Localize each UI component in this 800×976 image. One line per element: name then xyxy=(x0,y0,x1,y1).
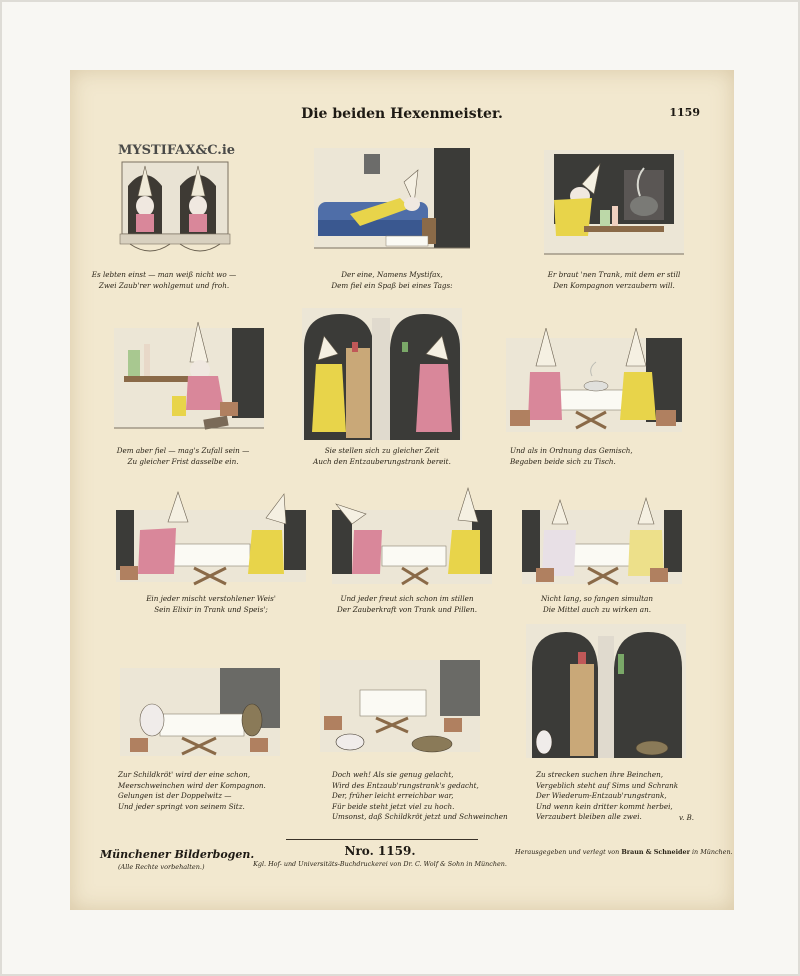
page-number: 1159 xyxy=(669,106,700,119)
caption-line: Dem aber fiel — mag's Zufall sein — xyxy=(116,446,250,455)
caption-line: Und als in Ordnung das Gemisch, xyxy=(510,446,633,455)
illustration-panel-10 xyxy=(120,668,280,762)
caption-line: Und wenn kein dritter kommt herbei, xyxy=(536,801,673,811)
illustration-panel-7 xyxy=(116,490,306,590)
caption-panel-4 xyxy=(98,446,268,467)
caption-line: Es lebten einst — man weiß nicht wo — xyxy=(91,270,237,279)
publisher-credit xyxy=(515,848,733,856)
caption-panel-10 xyxy=(118,770,288,812)
caption-line: Verzaubert bleiben alle zwei. xyxy=(536,812,642,821)
caption-panel-12 xyxy=(536,770,686,823)
footer-divider xyxy=(286,839,478,840)
caption-line: Und jeder springt von seinem Sitz. xyxy=(118,801,245,811)
caption-line: Den Kompagnon verzaubern will. xyxy=(553,280,675,290)
caption-line: Gelungen ist der Doppelwitz — xyxy=(118,791,232,800)
bilderbogen-sheet xyxy=(70,70,734,910)
caption-line: Der eine, Namens Mystifax, xyxy=(341,270,443,279)
caption-line: Sein Elixir in Trank und Speis'; xyxy=(154,604,268,614)
printer-credit: Kgl. Hof- und Universitäts-Buchdruckerei von Dr. C. Wolf & Sohn in München. xyxy=(253,860,507,868)
caption-line: Er braut 'nen Trank, mit dem er still xyxy=(547,270,681,279)
caption-line: Zur Schildkröt' wird der eine schon, xyxy=(118,770,251,779)
caption-panel-11 xyxy=(332,770,508,823)
caption-line: Zu strecken suchen ihre Beinchen, xyxy=(536,770,664,779)
caption-panel-8 xyxy=(322,594,492,615)
caption-line: Ein jeder mischt verstohlener Weis' xyxy=(146,594,276,603)
caption-line: Dem fiel ein Spaß bei eines Tags: xyxy=(331,280,453,290)
caption-line: Sie stellen sich zu gleicher Zeit xyxy=(324,446,440,455)
caption-panel-6 xyxy=(510,446,660,467)
publisher-suffix: in München. xyxy=(692,848,733,856)
caption-line: Umsonst, daß Schildkröt jetzt und Schweinchen xyxy=(332,812,508,821)
caption-line: Nicht lang, so fangen simultan xyxy=(541,594,653,603)
logo-lettering: MYSTIFAX&C.ie xyxy=(118,143,236,158)
illustration-panel-6 xyxy=(506,328,682,438)
publisher-prefix: Herausgegeben und verlegt von xyxy=(515,848,620,856)
caption-line: Der, früher leicht erreichbar war, xyxy=(332,791,454,800)
series-title: Münchener Bilderbogen. xyxy=(100,848,255,861)
caption-line: Doch weh! Als sie genug gelacht, xyxy=(332,770,454,779)
illustration-panel-12 xyxy=(526,624,686,764)
caption-panel-2 xyxy=(302,270,482,291)
caption-line: Zu gleicher Frist dasselbe ein. xyxy=(127,456,239,466)
illustration-panel-2 xyxy=(314,148,470,260)
caption-line: Wird des Entzaub'rungstrank's gedacht, xyxy=(332,780,479,790)
illustration-panel-4 xyxy=(114,318,264,438)
illustration-panel-5 xyxy=(302,308,462,444)
caption-line: Und jeder freut sich schon im stillen xyxy=(340,594,474,603)
caption-panel-5 xyxy=(292,446,472,467)
caption-line: Begaben beide sich zu Tisch. xyxy=(510,456,616,466)
caption-line: Meerschweinchen wird der Kompagnon. xyxy=(118,780,266,790)
artist-signature: v. B. xyxy=(679,814,694,822)
rights-notice: (Alle Rechte vorbehalten.) xyxy=(118,863,205,871)
publisher-name: Braun & Schneider xyxy=(621,848,690,856)
caption-line: Auch den Entzauberungstrank bereit. xyxy=(313,456,451,466)
caption-line: Zwei Zaub'rer wohlgemut und froh. xyxy=(98,280,230,290)
caption-panel-3 xyxy=(526,270,702,291)
sheet-number: Nro. 1159. xyxy=(344,844,416,858)
caption-line: Vergeblich steht auf Sims und Schrank xyxy=(536,780,679,790)
sheet-title: Die beiden Hexenmeister. xyxy=(301,106,503,122)
illustration-panel-9 xyxy=(522,494,682,590)
caption-panel-7 xyxy=(126,594,296,615)
caption-line: Die Mittel auch zu wirken an. xyxy=(542,604,652,614)
caption-line: Für beide steht jetzt viel zu hoch. xyxy=(332,801,455,811)
caption-panel-1 xyxy=(84,270,244,291)
caption-line: Der Zauberkraft von Trank und Pillen. xyxy=(337,604,477,614)
illustration-panel-3 xyxy=(544,150,684,262)
illustration-panel-8 xyxy=(332,486,492,590)
caption-panel-9 xyxy=(522,594,672,615)
illustration-panel-1 xyxy=(110,134,240,264)
caption-line: Der Wiederum-Entzaub'rungstrank, xyxy=(536,791,667,800)
illustration-panel-11 xyxy=(320,660,480,762)
